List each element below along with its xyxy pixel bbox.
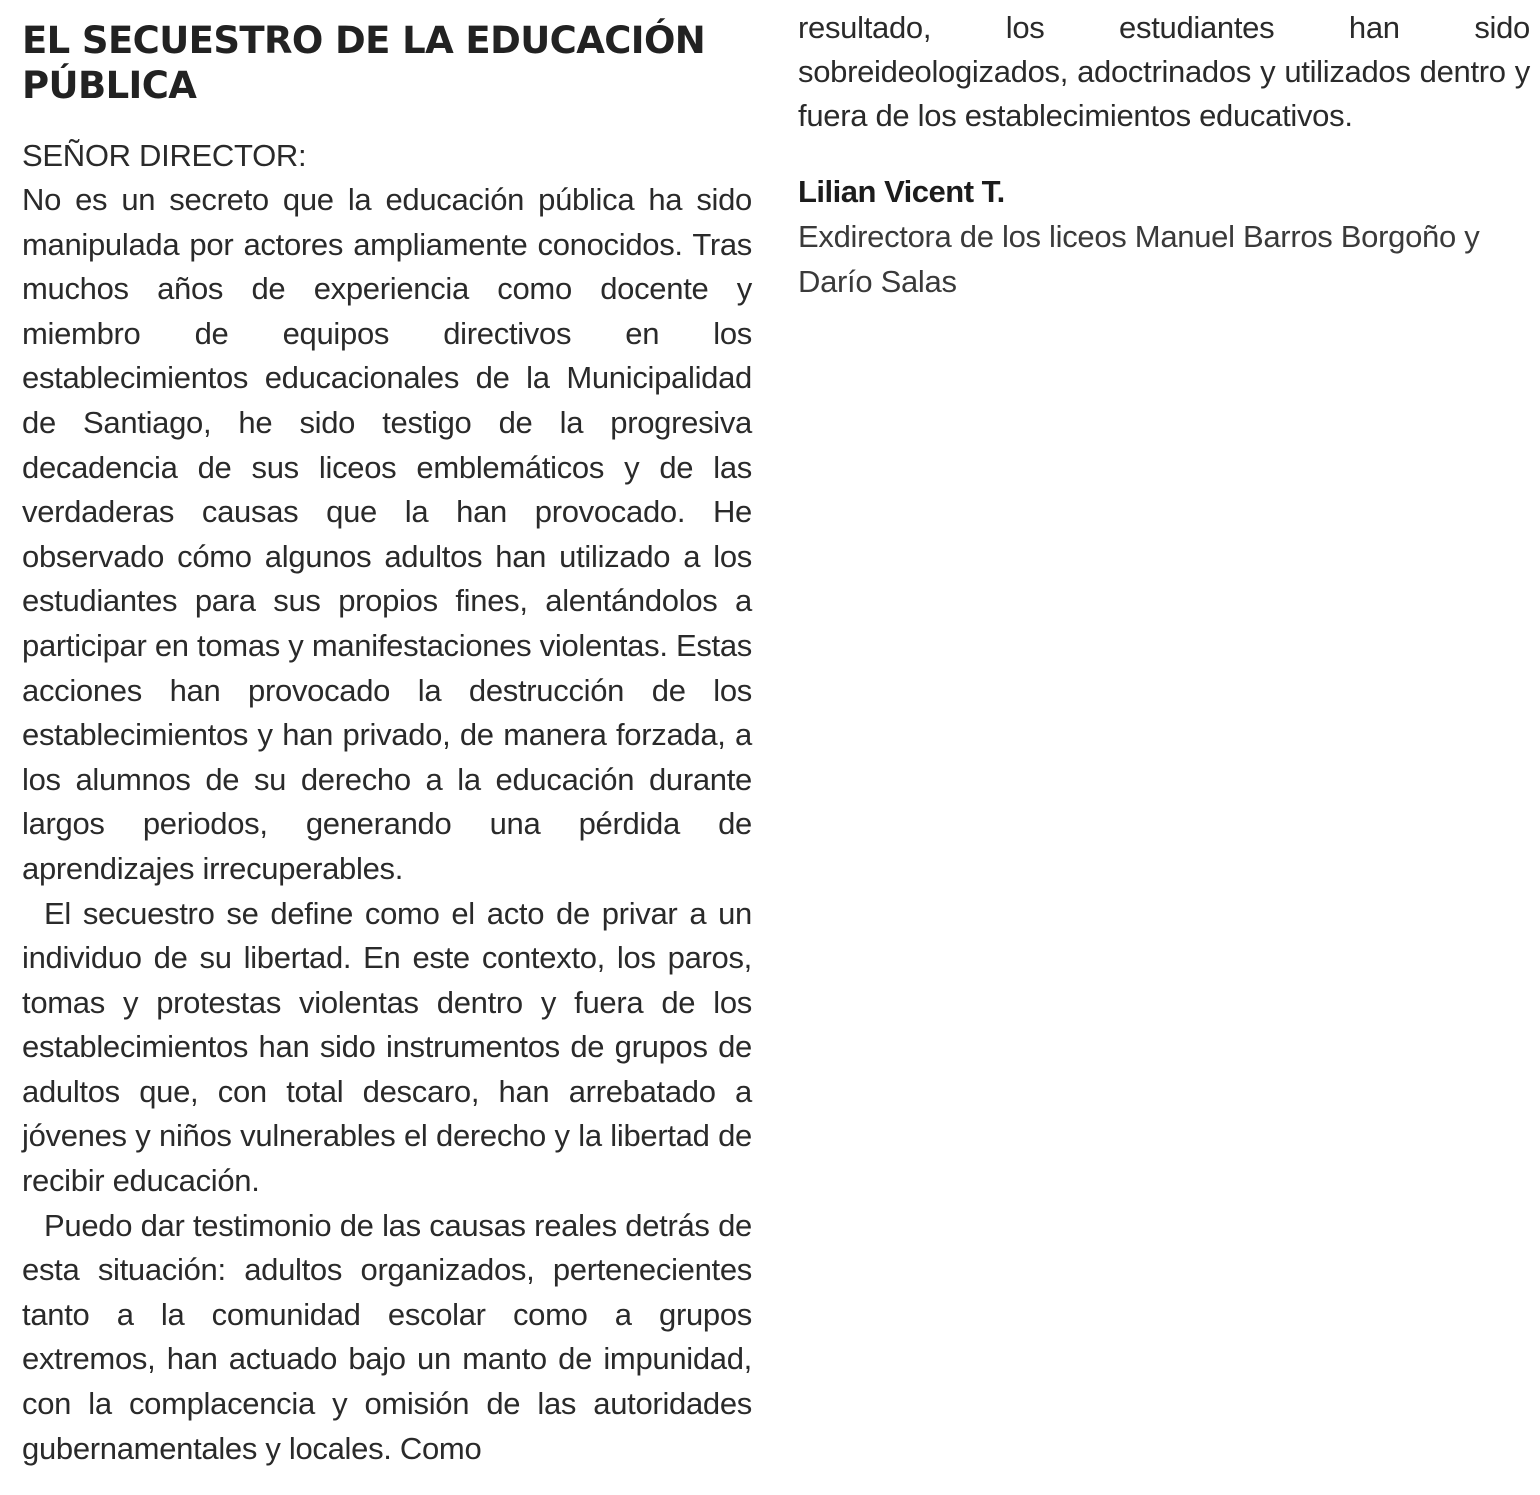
body-paragraph-3: Puedo dar testimonio de las causas reales detrás de esta situación: adultos organizados, pertenecientes tanto a la comunidad escolar como a grupos extremos, han actuado bajo un manto de impunidad, con la complacencia y omisión de las autoridades gubernamentales y locales. Como bbox=[22, 1207, 752, 1466]
author-title: Exdirectora de los liceos Manuel Barros Borgoño y Darío Salas bbox=[798, 219, 1480, 299]
letter-left-column bbox=[22, 0, 752, 1471]
salutation: SEÑOR DIRECTOR: bbox=[22, 138, 307, 173]
body-paragraph-2: El secuestro se define como el acto de privar a un individuo de su libertad. En este contexto, los paros, tomas y protestas violentas dentro y fuera de los establecimientos han sido instrumentos de grupos de adultos que, con total descaro, han arrebatado a jóvenes y niños vulnerables el derecho y la libertad de recibir educación. bbox=[22, 895, 752, 1199]
body-continuation: resultado, los estudiantes han sido sobreideologizados, adoctrinados y utilizados dentro y fuera de los establecimientos educativos. bbox=[798, 10, 1530, 133]
body-paragraph-1: No es un secreto que la educación pública ha sido manipulada por actores ampliamente conocidos. Tras muchos años de experiencia como docente y miembro de equipos directivos en los establecimientos educacionales de la Municipalidad de Santiago, he sido testigo de la progresiva decadencia de sus liceos emblemáticos y de las verdaderas causas que la han provocado. He observado cómo algunos adultos han utilizado a los estudiantes para sus propios fines, alentándolos a participar en tomas y manifestaciones violentas. Estas acciones han provocado la destrucción de los establecimientos y han privado, de manera forzada, a los alumnos de su derecho a la educación durante largos periodos, generando una pérdida de aprendizajes irrecuperables. bbox=[22, 182, 752, 886]
letter-headline: EL SECUESTRO DE LA EDUCACIÓN PÚBLICA bbox=[22, 19, 706, 107]
letter-right-column bbox=[798, 0, 1530, 304]
author-name: Lilian Vicent T. bbox=[798, 174, 1005, 209]
